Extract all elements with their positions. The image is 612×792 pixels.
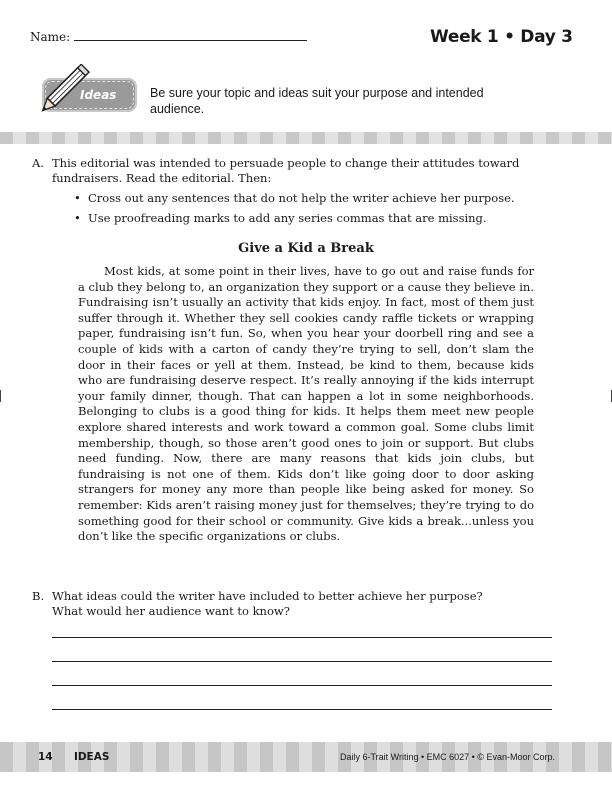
list-item: • Use proofreading marks to add any series commas that are missing. <box>74 211 487 225</box>
editorial-paragraph[interactable]: Most kids, at some point in their lives, have to go out and raise funds for a club they belong to, an organization they support or a cause they believe in. Fundraising isn’t usually an activity that kids enjoy. In fact, most of them just suffer through it. Whether they sell cookies candy raffle tickets or wrapping paper, fundraising isn’t fun. So, when you hear your doorbell ring and see a couple of kids with a carton of candy they’re trying to sell, don’t slam the door in their faces or yell at them. Instead, be kind to them, because kids who are fundraising deserve respect. It’s really annoying if the kids interrupt your family dinner, though. That can happen a lot in some neighborhoods. Belonging to clubs is a good thing for kids. It helps them meet new people explore shared interests and work toward a common goal. Some clubs limit membership, though, so those aren’t good ones to join or support. But clubs need funding. Now, there are many reasons that kids join clubs, but fundraising is not one of them. Kids don’t like going door to door asking strangers for money any more than people like being asked for money. So remember: Kids aren’t raising money just for themselves; they’re trying to do something good for their school or community. Give kids a break...unless you don’t like the specific organizations or clubs. <box>78 264 534 544</box>
name-label: Name: <box>30 30 71 44</box>
answer-line[interactable] <box>52 709 552 710</box>
ideas-badge <box>30 64 142 122</box>
footer-credit: Daily 6-Trait Writing • EMC 6027 • © Evan-Moor Corp. <box>340 752 555 762</box>
section-b-prompt-line-2: What would her audience want to know? <box>52 604 290 618</box>
page-number: 14 <box>38 751 53 763</box>
margin-tick-left <box>0 390 1 402</box>
badge-label: Ideas <box>80 88 117 102</box>
answer-line[interactable] <box>52 685 552 686</box>
answer-line[interactable] <box>52 661 552 662</box>
editorial-title: Give a Kid a Break <box>238 241 374 256</box>
section-b-prompt-line-1: What ideas could the writer have included to better achieve her purpose? <box>52 589 483 603</box>
answer-line[interactable] <box>52 637 552 638</box>
section-a-letter: A. <box>32 156 44 170</box>
week-day-heading: Week 1 • Day 3 <box>430 27 573 47</box>
header-stripe-divider <box>0 132 612 144</box>
editorial-body[interactable] <box>78 264 534 545</box>
bullet-icon: • <box>74 211 81 225</box>
trait-instruction: Be sure your topic and ideas suit your purpose and intended audience. <box>150 86 484 116</box>
name-write-line[interactable] <box>74 40 307 41</box>
footer-section-name: IDEAS <box>73 751 110 763</box>
footer-page-info <box>38 751 109 763</box>
section-b-letter: B. <box>32 589 45 603</box>
bullet-icon: • <box>74 191 81 205</box>
instruction-list <box>74 191 534 231</box>
section-a-prompt: This editorial was intended to persuade people to change their attitudes toward fundraisers. Read the editorial. Then: <box>52 156 520 185</box>
list-item: • Cross out any sentences that do not help the writer achieve her purpose. <box>74 191 515 205</box>
